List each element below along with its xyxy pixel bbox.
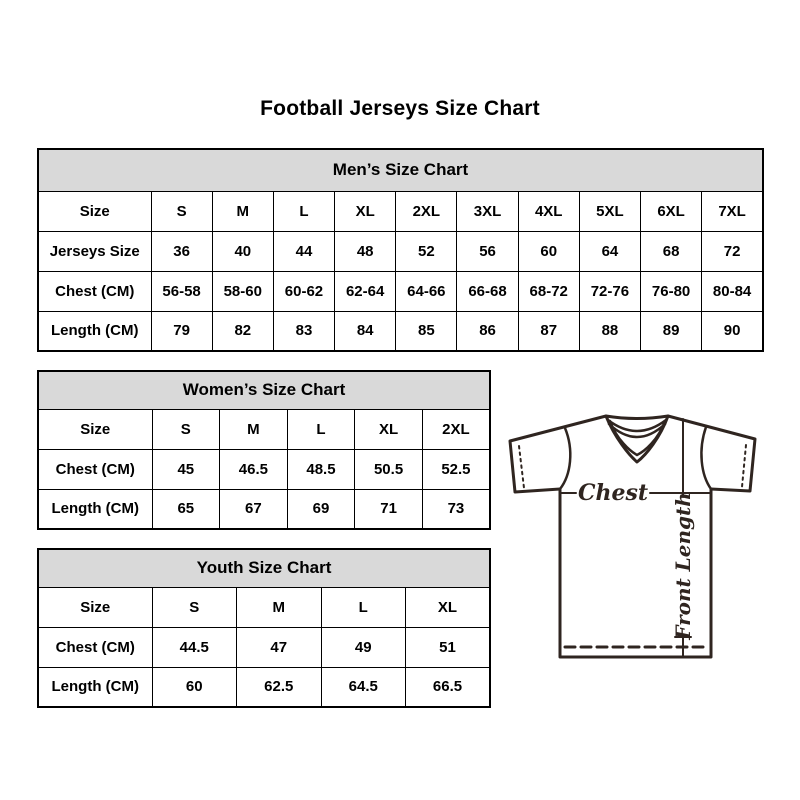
cell: XL <box>406 587 491 627</box>
cell: 3XL <box>457 191 518 231</box>
cell: 69 <box>287 489 355 529</box>
cell: 64.5 <box>321 667 406 707</box>
left-armhole-seam <box>560 428 570 489</box>
cell: 82 <box>212 311 273 351</box>
cell: 2XL <box>422 409 490 449</box>
cell: 72-76 <box>579 271 640 311</box>
mens-size-chart-table <box>37 148 764 352</box>
cell: M <box>212 191 273 231</box>
cell: 40 <box>212 231 273 271</box>
mens-table-title: Men’s Size Chart <box>38 149 763 191</box>
youth-size-chart-table <box>37 548 491 708</box>
cell: 56 <box>457 231 518 271</box>
cell: M <box>237 587 322 627</box>
table-row <box>38 271 763 311</box>
cell: 52 <box>396 231 457 271</box>
cell: XL <box>335 191 396 231</box>
cell: 44 <box>273 231 334 271</box>
row-label: Size <box>38 191 151 231</box>
cell: 52.5 <box>422 449 490 489</box>
cell: 76-80 <box>641 271 702 311</box>
row-label: Chest (CM) <box>38 627 152 667</box>
chest-label: Chest <box>577 480 649 506</box>
table-row <box>38 587 490 627</box>
cell: 68 <box>641 231 702 271</box>
cell: 4XL <box>518 191 579 231</box>
table-row <box>38 489 490 529</box>
cell: XL <box>355 409 423 449</box>
cell: 66.5 <box>406 667 491 707</box>
cell: 48 <box>335 231 396 271</box>
row-label: Length (CM) <box>38 667 152 707</box>
cell: S <box>152 587 237 627</box>
cell: 86 <box>457 311 518 351</box>
cell: L <box>321 587 406 627</box>
cell: 51 <box>406 627 491 667</box>
cell: 47 <box>237 627 322 667</box>
cell: 58-60 <box>212 271 273 311</box>
table-row <box>38 191 763 231</box>
cell: 49 <box>321 627 406 667</box>
cell: 56-58 <box>151 271 212 311</box>
cell: 67 <box>220 489 288 529</box>
cell: 68-72 <box>518 271 579 311</box>
cell: 48.5 <box>287 449 355 489</box>
cell: 87 <box>518 311 579 351</box>
cell: 65 <box>152 489 220 529</box>
cell: L <box>287 409 355 449</box>
cell: 73 <box>422 489 490 529</box>
cell: 90 <box>702 311 763 351</box>
cell: 62.5 <box>237 667 322 707</box>
cell: 44.5 <box>152 627 237 667</box>
right-armhole-seam <box>701 427 711 489</box>
row-label: Chest (CM) <box>38 449 152 489</box>
table-row <box>38 667 490 707</box>
cell: 84 <box>335 311 396 351</box>
cell: 71 <box>355 489 423 529</box>
jersey-measurement-diagram <box>503 396 769 668</box>
right-cuff-stitch <box>742 445 746 487</box>
cell: 66-68 <box>457 271 518 311</box>
cell: 60-62 <box>273 271 334 311</box>
cell: S <box>151 191 212 231</box>
cell: 2XL <box>396 191 457 231</box>
cell: 6XL <box>641 191 702 231</box>
cell: 72 <box>702 231 763 271</box>
cell: 89 <box>641 311 702 351</box>
table-row <box>38 231 763 271</box>
cell: 83 <box>273 311 334 351</box>
cell: 46.5 <box>220 449 288 489</box>
cell: 45 <box>152 449 220 489</box>
table-row <box>38 409 490 449</box>
left-cuff-stitch <box>519 446 524 488</box>
womens-size-chart-table <box>37 370 491 530</box>
cell: 80-84 <box>702 271 763 311</box>
table-row <box>38 627 490 667</box>
row-label: Length (CM) <box>38 489 152 529</box>
cell: S <box>152 409 220 449</box>
youth-table-title: Youth Size Chart <box>38 549 490 587</box>
cell: 79 <box>151 311 212 351</box>
womens-table-title: Women’s Size Chart <box>38 371 490 409</box>
cell: 60 <box>518 231 579 271</box>
cell: 36 <box>151 231 212 271</box>
cell: 50.5 <box>355 449 423 489</box>
row-label: Size <box>38 587 152 627</box>
cell: 5XL <box>579 191 640 231</box>
table-row <box>38 311 763 351</box>
row-label: Chest (CM) <box>38 271 151 311</box>
cell: 64-66 <box>396 271 457 311</box>
cell: 7XL <box>702 191 763 231</box>
cell: L <box>273 191 334 231</box>
row-label: Length (CM) <box>38 311 151 351</box>
row-label: Size <box>38 409 152 449</box>
cell: 60 <box>152 667 237 707</box>
row-label: Jerseys Size <box>38 231 151 271</box>
cell: M <box>220 409 288 449</box>
page-title: Football Jerseys Size Chart <box>260 97 540 120</box>
front-length-label: Front Length <box>671 492 695 640</box>
cell: 64 <box>579 231 640 271</box>
cell: 88 <box>579 311 640 351</box>
cell: 85 <box>396 311 457 351</box>
cell: 62-64 <box>335 271 396 311</box>
table-row <box>38 449 490 489</box>
